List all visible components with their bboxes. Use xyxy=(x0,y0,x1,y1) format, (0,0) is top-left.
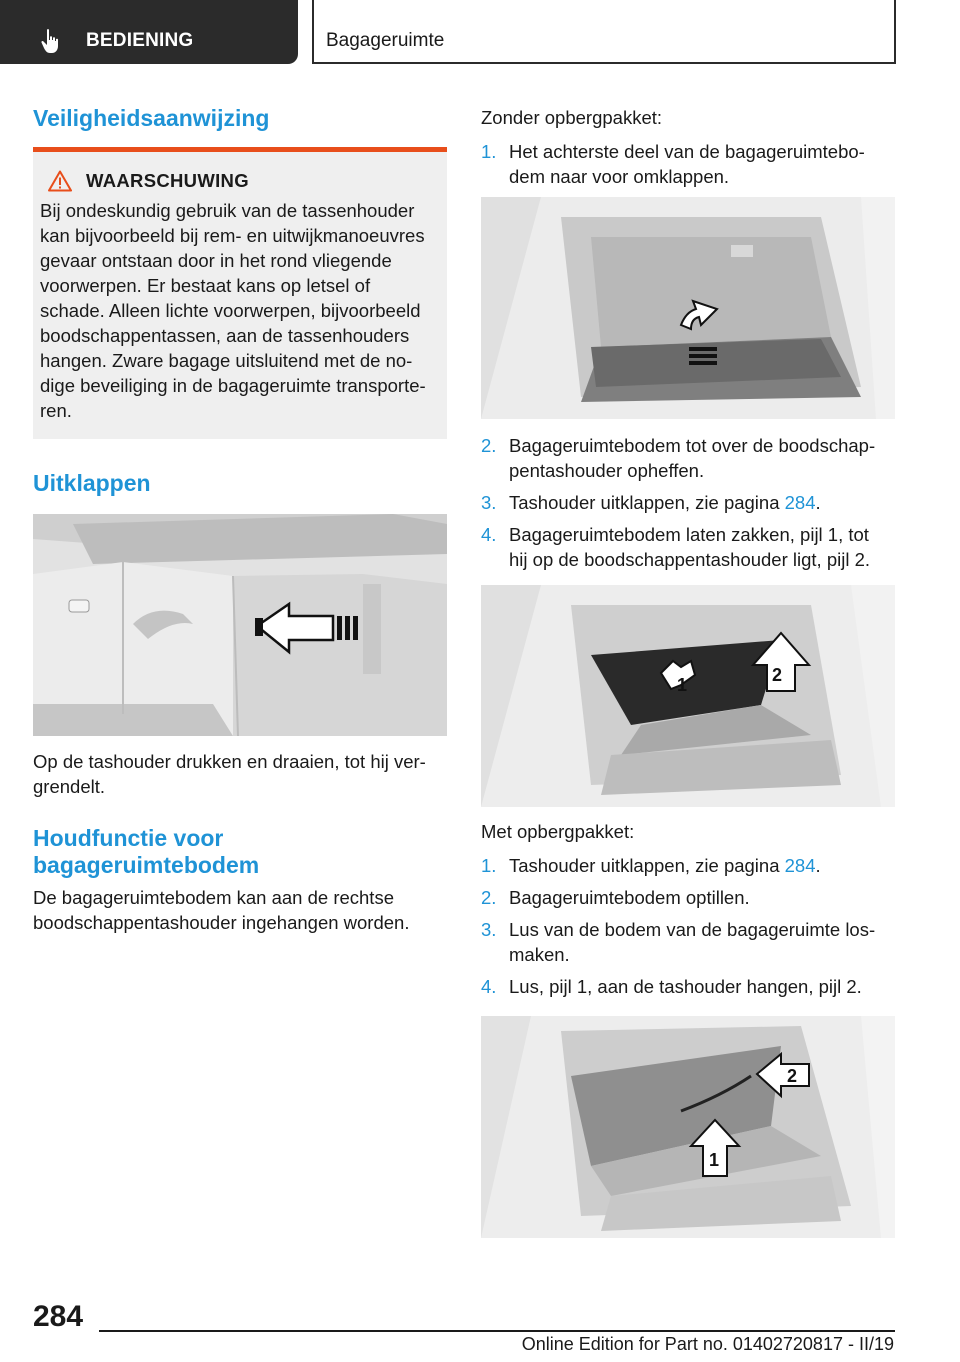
warning-line: dige beveiliging in de bagageruimte transporte‐ xyxy=(40,375,426,396)
step-text xyxy=(509,522,870,572)
warning-title: WAARSCHUWING xyxy=(86,170,249,191)
section-label: BEDIENING xyxy=(86,30,194,51)
step-text xyxy=(509,490,821,515)
step-line: Bagageruimtebodem optillen. xyxy=(509,887,750,908)
arrow-label-2: 2 xyxy=(787,1066,798,1086)
step-number: 2. xyxy=(481,435,497,456)
without-kit-label: Zonder opbergpakket: xyxy=(481,107,663,128)
photo-fold-floor xyxy=(481,197,895,419)
step-line: maken. xyxy=(509,944,570,965)
warning-line: ren. xyxy=(40,400,72,421)
step-line: pentashouder opheffen. xyxy=(509,460,705,481)
warning-text xyxy=(40,198,437,423)
step-line: hij op de boodschappentashouder ligt, pijl 2. xyxy=(509,549,871,570)
steps-with-kit xyxy=(481,853,895,999)
fold-text-line: Op de tashouder drukken en draaien, tot hij ver‐ xyxy=(33,751,426,772)
step-item xyxy=(481,522,895,572)
hold-text-line: boodschappentashouder ingehangen worden. xyxy=(33,912,410,933)
chapter-title: Bagageruimte xyxy=(326,30,445,51)
footer-divider xyxy=(99,1330,895,1332)
safety-heading: Veiligheidsaanwijzing xyxy=(33,105,270,131)
photo-bag-holder xyxy=(33,514,447,736)
step-number: 4. xyxy=(481,976,497,997)
hold-heading-line: Houdfunctie voor xyxy=(33,825,224,851)
warning-line: Bij ondeskundig gebruik van de tassenhouder xyxy=(40,200,415,221)
step-suffix: . xyxy=(815,855,821,876)
step-item xyxy=(481,917,895,967)
warning-triangle-icon xyxy=(48,170,72,192)
hold-text xyxy=(33,885,447,935)
step-text xyxy=(509,885,750,910)
step-number: 4. xyxy=(481,524,497,545)
right-column xyxy=(481,100,895,1238)
page-link[interactable]: 284 xyxy=(784,855,816,876)
photo-hang-loop xyxy=(481,1016,895,1238)
page-link[interactable]: 284 xyxy=(784,492,816,513)
hold-heading xyxy=(33,825,447,879)
steps-without-kit-b xyxy=(481,433,895,572)
step-text xyxy=(509,917,875,967)
warning-line: boodschappentassen, aan de tassenhouders xyxy=(40,325,410,346)
step-text xyxy=(509,433,875,483)
arrow-label-2: 2 xyxy=(772,665,783,685)
warning-line: hangen. Zware bagage uitsluitend met de no‐ xyxy=(40,350,413,371)
step-item xyxy=(481,490,895,515)
step-number: 3. xyxy=(481,492,497,513)
arrow-label-1: 1 xyxy=(709,1150,720,1170)
section-tab[interactable] xyxy=(0,0,298,64)
warning-line: kan bijvoorbeeld bij rem- en uitwijkmanoeuvres xyxy=(40,225,425,246)
page-number: 284 xyxy=(33,1300,84,1333)
warning-box xyxy=(33,147,447,439)
step-number: 1. xyxy=(481,141,497,162)
step-line: Bagageruimtebodem tot over de boodschap‐ xyxy=(509,435,876,456)
step-item xyxy=(481,885,895,910)
edition-note: Online Edition for Part no. 01402720817 - II/19 xyxy=(521,1334,894,1354)
step-item xyxy=(481,433,895,483)
steps-without-kit-a xyxy=(481,139,895,189)
with-kit-label: Met opbergpakket: xyxy=(481,821,635,842)
step-item xyxy=(481,853,895,878)
warning-line: voorwerpen. Er bestaat kans op letsel of xyxy=(40,275,371,296)
step-text xyxy=(509,974,862,999)
fold-text xyxy=(33,749,447,799)
hand-pointer-icon xyxy=(40,28,64,54)
step-line: Het achterste deel van de bagageruimtebo‐ xyxy=(509,141,865,162)
step-item xyxy=(481,974,895,999)
photo-lower-floor xyxy=(481,585,895,807)
step-number: 1. xyxy=(481,855,497,876)
step-suffix: . xyxy=(815,492,821,513)
fold-heading: Uitklappen xyxy=(33,470,151,496)
step-item xyxy=(481,139,895,189)
page-header xyxy=(0,0,960,66)
step-line: dem naar voor omklappen. xyxy=(509,166,730,187)
arrow-label-1: 1 xyxy=(677,675,688,695)
step-line: Tashouder uitklappen, zie pagina xyxy=(509,492,785,513)
warning-line: gevaar ontstaan door in het rond vliegende xyxy=(40,250,392,271)
warning-line: schade. Alleen lichte voorwerpen, bijvoorbeeld xyxy=(40,300,421,321)
hold-heading-line: bagageruimtebodem xyxy=(33,852,260,878)
hold-text-line: De bagageruimtebodem kan aan de rechtse xyxy=(33,887,394,908)
chapter-title-box xyxy=(312,0,896,64)
step-text xyxy=(509,853,821,878)
step-line: Lus, pijl 1, aan de tashouder hangen, pijl 2. xyxy=(509,976,862,997)
step-text xyxy=(509,139,865,189)
step-line: Lus van de bodem van de bagageruimte los‐ xyxy=(509,919,876,940)
fold-text-line: grendelt. xyxy=(33,776,105,797)
step-number: 2. xyxy=(481,887,497,908)
step-line: Tashouder uitklappen, zie pagina xyxy=(509,855,785,876)
step-line: Bagageruimtebodem laten zakken, pijl 1, tot xyxy=(509,524,869,545)
step-number: 3. xyxy=(481,919,497,940)
left-column xyxy=(33,100,447,935)
